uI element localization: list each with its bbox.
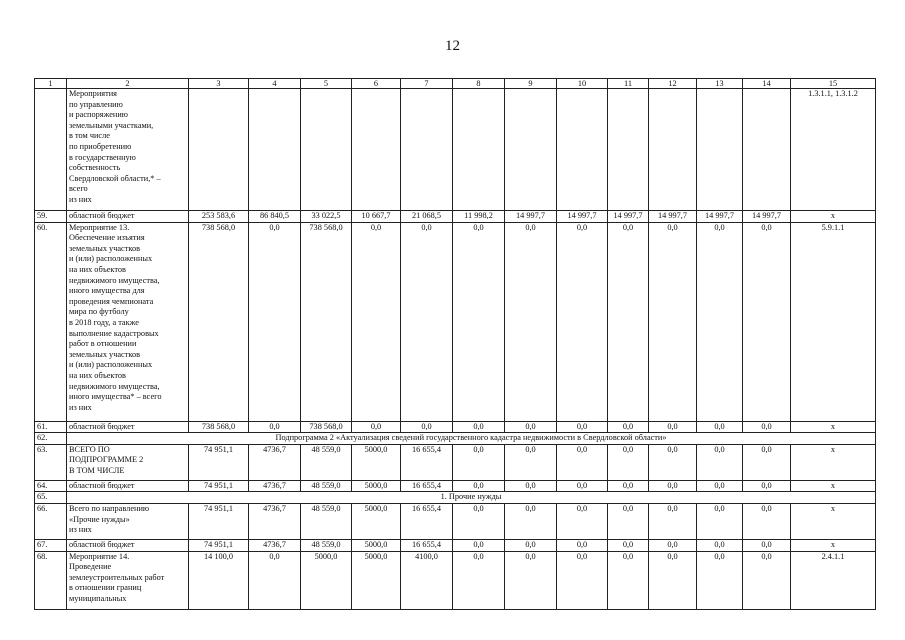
row-number: 59.: [35, 211, 67, 223]
value-cell: 0,0: [401, 222, 453, 421]
value-cell: 48 559,0: [301, 480, 352, 492]
value-cell: 4736,7: [249, 480, 301, 492]
value-cell: 0,0: [608, 444, 649, 480]
value-cell: 0,0: [743, 480, 791, 492]
value-cell: 738 568,0: [301, 222, 352, 421]
value-cell: 0,0: [649, 222, 697, 421]
value-cell: 14 997,7: [557, 211, 608, 223]
value-cell: 0,0: [743, 222, 791, 421]
value-cell: 14 997,7: [697, 211, 743, 223]
value-cell: 48 559,0: [301, 444, 352, 480]
value-cell: [608, 89, 649, 211]
value-cell: 0,0: [608, 551, 649, 609]
column-header: 15: [791, 79, 876, 89]
value-cell: 74 951,1: [189, 539, 249, 551]
target-code: x: [791, 444, 876, 480]
column-header: 6: [352, 79, 401, 89]
value-cell: 0,0: [249, 222, 301, 421]
target-code: 1.3.1.1, 1.3.1.2: [791, 89, 876, 211]
value-cell: 0,0: [505, 551, 557, 609]
row-name: Всего по направлению «Прочие нужды» из них: [67, 503, 189, 539]
value-cell: 0,0: [453, 222, 505, 421]
value-cell: 0,0: [453, 421, 505, 433]
row-number: 67.: [35, 539, 67, 551]
value-cell: 14 997,7: [649, 211, 697, 223]
table-row: [35, 503, 876, 539]
value-cell: 0,0: [453, 480, 505, 492]
value-cell: 5000,0: [352, 539, 401, 551]
value-cell: 86 840,5: [249, 211, 301, 223]
table-row: [35, 492, 876, 504]
value-cell: 0,0: [505, 421, 557, 433]
value-cell: 5000,0: [301, 551, 352, 609]
target-code: 2.4.1.1: [791, 551, 876, 609]
value-cell: 48 559,0: [301, 503, 352, 539]
value-cell: 14 100,0: [189, 551, 249, 609]
table-row: [35, 480, 876, 492]
value-cell: 16 655,4: [401, 539, 453, 551]
value-cell: 5000,0: [352, 480, 401, 492]
value-cell: 0,0: [649, 421, 697, 433]
row-number: [35, 89, 67, 211]
budget-table: [34, 78, 876, 610]
target-code: x: [791, 539, 876, 551]
value-cell: [352, 89, 401, 211]
column-header: 10: [557, 79, 608, 89]
value-cell: [649, 89, 697, 211]
row-name: областной бюджет: [67, 480, 189, 492]
row-name: ВСЕГО ПО ПОДПРОГРАММЕ 2 В ТОМ ЧИСЛЕ: [67, 444, 189, 480]
row-name: областной бюджет: [67, 539, 189, 551]
value-cell: 738 568,0: [189, 421, 249, 433]
value-cell: [697, 89, 743, 211]
value-cell: 0,0: [557, 551, 608, 609]
row-number: 61.: [35, 421, 67, 433]
value-cell: 16 655,4: [401, 444, 453, 480]
section-title: 1. Прочие нужды: [67, 492, 876, 504]
value-cell: [301, 89, 352, 211]
value-cell: 0,0: [649, 539, 697, 551]
value-cell: 0,0: [743, 539, 791, 551]
value-cell: 74 951,1: [189, 480, 249, 492]
value-cell: 14 997,7: [743, 211, 791, 223]
value-cell: 0,0: [608, 539, 649, 551]
column-header: 13: [697, 79, 743, 89]
row-name: Мероприятие 14. Проведение землеустроительных работ в отношении границ муниципальных: [67, 551, 189, 609]
value-cell: 4736,7: [249, 444, 301, 480]
row-name: Мероприятие 13. Обеспечение изъятия земельных участков и (или) расположенных на них объектов недвижимого имущества, иного имущества для проведения чемпионата мира по футболу в 2018 году, а также выполнение кадастровых работ в отношении земельных участков и (или) расположенных на них объектов недвижимого имущества, иного имущества* – всего из них: [67, 222, 189, 421]
row-number: 62.: [35, 433, 67, 445]
table-row: [35, 89, 876, 211]
value-cell: 0,0: [743, 444, 791, 480]
value-cell: 0,0: [505, 222, 557, 421]
value-cell: 4100,0: [401, 551, 453, 609]
row-number: 64.: [35, 480, 67, 492]
column-header: 14: [743, 79, 791, 89]
table-row: [35, 433, 876, 445]
value-cell: 11 998,2: [453, 211, 505, 223]
value-cell: 738 568,0: [301, 421, 352, 433]
column-header: 3: [189, 79, 249, 89]
column-header: 12: [649, 79, 697, 89]
value-cell: 0,0: [352, 421, 401, 433]
column-header: 1: [35, 79, 67, 89]
target-code: 5.9.1.1: [791, 222, 876, 421]
value-cell: 0,0: [649, 444, 697, 480]
value-cell: 48 559,0: [301, 539, 352, 551]
value-cell: 0,0: [557, 539, 608, 551]
row-name: областной бюджет: [67, 211, 189, 223]
row-name: областной бюджет: [67, 421, 189, 433]
value-cell: 0,0: [649, 551, 697, 609]
value-cell: [557, 89, 608, 211]
value-cell: 0,0: [649, 503, 697, 539]
value-cell: 0,0: [557, 421, 608, 433]
value-cell: 5000,0: [352, 503, 401, 539]
value-cell: 0,0: [608, 480, 649, 492]
value-cell: 0,0: [743, 503, 791, 539]
row-number: 68.: [35, 551, 67, 609]
value-cell: 738 568,0: [189, 222, 249, 421]
value-cell: 5000,0: [352, 444, 401, 480]
table-row: [35, 539, 876, 551]
page-number: 12: [445, 38, 460, 54]
value-cell: [453, 89, 505, 211]
column-header: 11: [608, 79, 649, 89]
value-cell: 4736,7: [249, 503, 301, 539]
value-cell: 0,0: [453, 503, 505, 539]
value-cell: 10 667,7: [352, 211, 401, 223]
value-cell: 0,0: [557, 503, 608, 539]
value-cell: 16 655,4: [401, 503, 453, 539]
value-cell: 0,0: [743, 551, 791, 609]
row-name: Мероприятия по управлению и распоряжению земельными участками, в том числе по приобретению в государственную собственность Свердловской области,* – всего из них: [67, 89, 189, 211]
column-header: 7: [401, 79, 453, 89]
row-number: 66.: [35, 503, 67, 539]
value-cell: 0,0: [608, 222, 649, 421]
value-cell: 0,0: [697, 539, 743, 551]
value-cell: 0,0: [697, 480, 743, 492]
value-cell: 0,0: [249, 421, 301, 433]
value-cell: 74 951,1: [189, 444, 249, 480]
column-header: 5: [301, 79, 352, 89]
value-cell: 0,0: [697, 222, 743, 421]
value-cell: 0,0: [249, 551, 301, 609]
value-cell: 0,0: [697, 503, 743, 539]
value-cell: [189, 89, 249, 211]
target-code: x: [791, 503, 876, 539]
value-cell: 0,0: [557, 480, 608, 492]
value-cell: 0,0: [557, 222, 608, 421]
value-cell: 33 022,5: [301, 211, 352, 223]
column-header: 2: [67, 79, 189, 89]
value-cell: 0,0: [743, 421, 791, 433]
value-cell: 16 655,4: [401, 480, 453, 492]
column-header: 9: [505, 79, 557, 89]
table-row: [35, 551, 876, 609]
section-title: Подпрограмма 2 «Актуализация сведений государственного кадастра недвижимости в Свердловской области»: [67, 433, 876, 445]
value-cell: 0,0: [557, 444, 608, 480]
value-cell: 0,0: [697, 421, 743, 433]
value-cell: 0,0: [453, 539, 505, 551]
table-row: [35, 421, 876, 433]
value-cell: [249, 89, 301, 211]
column-header: 8: [453, 79, 505, 89]
value-cell: 0,0: [505, 539, 557, 551]
value-cell: 4736,7: [249, 539, 301, 551]
value-cell: [743, 89, 791, 211]
value-cell: 0,0: [505, 444, 557, 480]
target-code: x: [791, 211, 876, 223]
value-cell: 0,0: [352, 222, 401, 421]
value-cell: 0,0: [697, 444, 743, 480]
column-header: 4: [249, 79, 301, 89]
value-cell: [401, 89, 453, 211]
value-cell: 253 583,6: [189, 211, 249, 223]
target-code: x: [791, 421, 876, 433]
value-cell: 0,0: [505, 480, 557, 492]
value-cell: [505, 89, 557, 211]
target-code: x: [791, 480, 876, 492]
value-cell: 21 068,5: [401, 211, 453, 223]
value-cell: 0,0: [453, 551, 505, 609]
row-number: 65.: [35, 492, 67, 504]
value-cell: 0,0: [505, 503, 557, 539]
value-cell: 14 997,7: [608, 211, 649, 223]
value-cell: 0,0: [453, 444, 505, 480]
row-number: 63.: [35, 444, 67, 480]
table-row: [35, 222, 876, 421]
value-cell: 14 997,7: [505, 211, 557, 223]
value-cell: 0,0: [608, 503, 649, 539]
value-cell: 0,0: [649, 480, 697, 492]
table-row: [35, 211, 876, 223]
table-row: [35, 444, 876, 480]
value-cell: 0,0: [608, 421, 649, 433]
value-cell: 74 951,1: [189, 503, 249, 539]
value-cell: 0,0: [401, 421, 453, 433]
value-cell: 0,0: [697, 551, 743, 609]
table-header-row: [35, 79, 876, 89]
row-number: 60.: [35, 222, 67, 421]
value-cell: 5000,0: [352, 551, 401, 609]
